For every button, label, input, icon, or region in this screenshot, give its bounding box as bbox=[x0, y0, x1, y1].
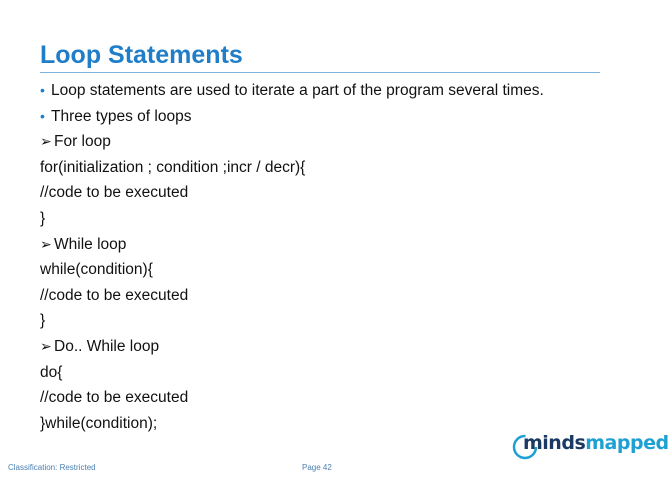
line-text: for(initialization ; condition ;incr / decr){ bbox=[40, 158, 306, 176]
code-line bbox=[40, 206, 620, 232]
page-number: Page 42 bbox=[302, 463, 332, 472]
line-text: //code to be executed bbox=[40, 286, 189, 304]
line-text: Three types of loops bbox=[51, 107, 192, 125]
code-line bbox=[40, 257, 620, 283]
line-text: While loop bbox=[54, 235, 127, 253]
line-text: Loop statements are used to iterate a part of the program several times. bbox=[51, 82, 544, 99]
line-text: } bbox=[40, 209, 46, 227]
logo-wordmark-part2: mapped bbox=[585, 432, 669, 454]
bullet-dot-icon: • bbox=[40, 107, 45, 124]
line-text: do{ bbox=[40, 363, 63, 381]
line-text: while(condition){ bbox=[40, 261, 153, 279]
code-line bbox=[40, 385, 620, 411]
arrow-bullet-icon: ➢ bbox=[40, 133, 52, 150]
sub-bullet-item bbox=[40, 334, 620, 360]
sub-bullet-item bbox=[40, 232, 620, 258]
code-line bbox=[40, 180, 620, 206]
logo-wordmark bbox=[523, 432, 669, 454]
bullet-dot-icon: • bbox=[40, 82, 45, 98]
line-text: //code to be executed bbox=[40, 184, 189, 202]
arrow-bullet-icon: ➢ bbox=[40, 235, 52, 252]
classification-label: Classification: Restricted bbox=[8, 463, 96, 472]
slide-title: Loop Statements bbox=[40, 41, 243, 69]
line-text: For loop bbox=[54, 133, 111, 151]
line-text: } bbox=[40, 312, 46, 330]
line-text: //code to be executed bbox=[40, 389, 189, 407]
line-text: }while(condition); bbox=[40, 414, 158, 432]
logo-wordmark-part1: minds bbox=[523, 432, 586, 454]
slide-body bbox=[40, 78, 620, 436]
code-line bbox=[40, 360, 620, 386]
bullet-item bbox=[40, 78, 620, 104]
arrow-bullet-icon: ➢ bbox=[40, 337, 52, 354]
title-divider bbox=[40, 72, 600, 73]
sub-bullet-item bbox=[40, 129, 620, 155]
bullet-item bbox=[40, 104, 620, 130]
code-line bbox=[40, 283, 620, 309]
mindsmapped-logo bbox=[512, 430, 669, 466]
line-text: Do.. While loop bbox=[54, 337, 160, 355]
code-line bbox=[40, 308, 620, 334]
code-line bbox=[40, 155, 620, 181]
